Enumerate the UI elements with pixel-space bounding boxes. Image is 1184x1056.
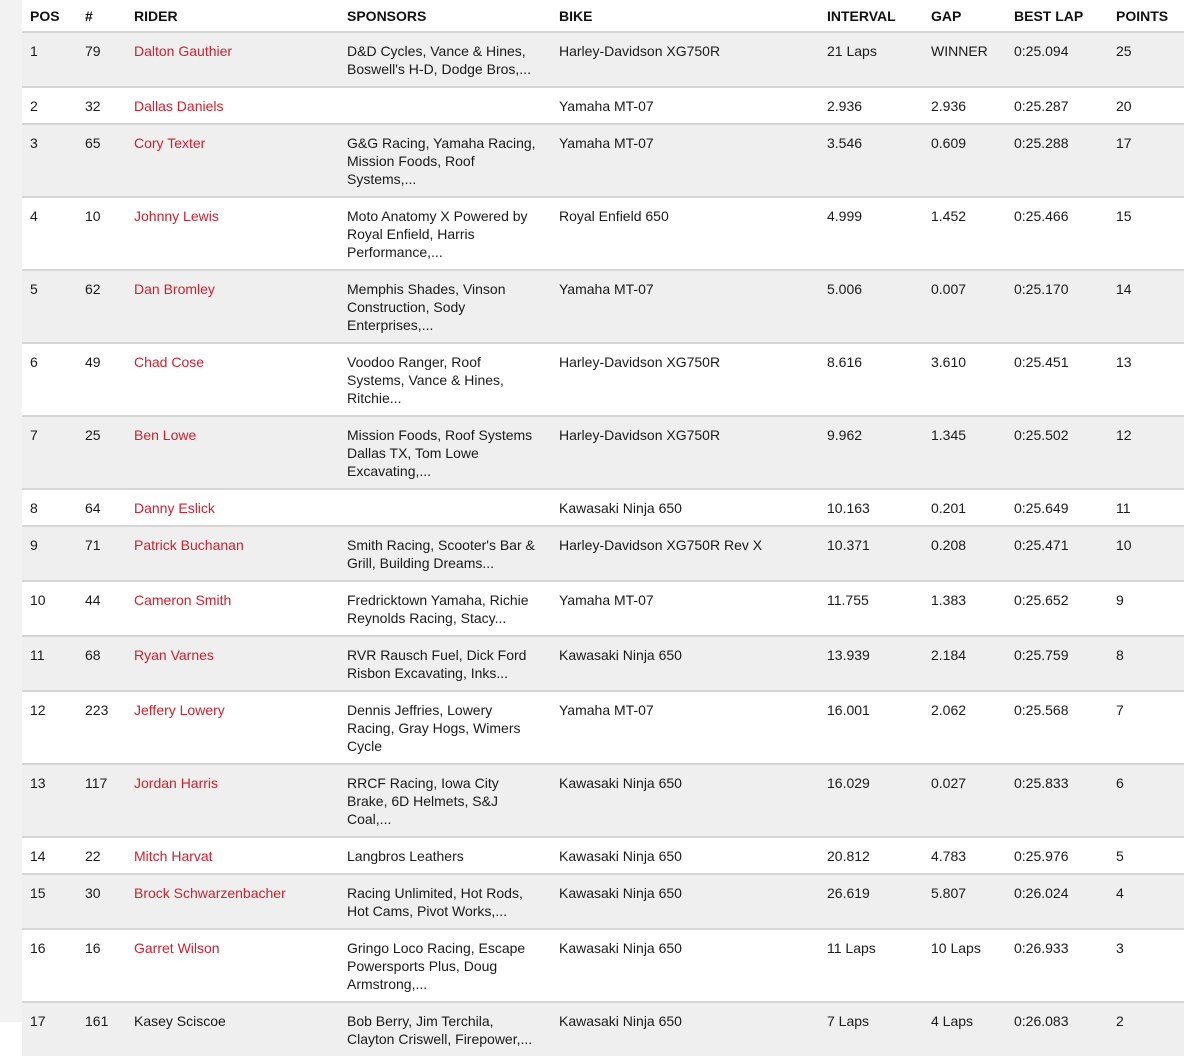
gap-cell: 1.452 — [931, 208, 967, 224]
sponsors-text: Gringo Loco Racing, Escape Powersports Plus, Doug Armstrong,... — [347, 940, 526, 992]
rider-cell — [126, 270, 339, 343]
rider-name: Kasey Sciscoe — [134, 1013, 226, 1029]
bike-cell: Kawasaki Ninja 650 — [559, 848, 682, 864]
sponsors-cell — [339, 32, 551, 87]
points-cell: 20 — [1116, 98, 1132, 114]
table-row — [22, 691, 1184, 764]
best-lap-cell: 0:25.287 — [1014, 98, 1069, 114]
bike-cell: Yamaha MT-07 — [559, 592, 654, 608]
rider-name-link[interactable]: Danny Eslick — [134, 500, 215, 516]
gap-cell: 4.783 — [931, 848, 967, 864]
rider-name-link[interactable]: Ben Lowe — [134, 427, 197, 443]
bike-cell: Kawasaki Ninja 650 — [559, 885, 682, 901]
rider-cell — [126, 1002, 339, 1056]
sponsors-text: Voodoo Ranger, Roof Systems, Vance & Hines, Ritchie... — [347, 354, 504, 406]
gap-cell: WINNER — [931, 43, 988, 59]
points-cell: 25 — [1116, 43, 1132, 59]
best-lap-cell: 0:25.759 — [1014, 647, 1069, 663]
gap-cell: 1.383 — [931, 592, 967, 608]
position-cell: 6 — [30, 354, 38, 370]
interval-cell: 16.029 — [827, 775, 870, 791]
sponsors-cell — [339, 489, 551, 526]
best-lap-cell: 0:26.933 — [1014, 940, 1069, 956]
rider-cell — [126, 343, 339, 416]
interval-cell: 8.616 — [827, 354, 863, 370]
gap-cell: 0.208 — [931, 537, 967, 553]
rider-cell — [126, 581, 339, 636]
position-cell: 17 — [30, 1013, 46, 1029]
col-header-gap[interactable]: GAP — [923, 0, 1006, 32]
bike-cell: Kawasaki Ninja 650 — [559, 940, 682, 956]
gap-cell: 0.609 — [931, 135, 967, 151]
col-header-rider[interactable]: RIDER — [126, 0, 339, 32]
rider-name-link[interactable]: Jordan Harris — [134, 775, 219, 791]
rider-cell — [126, 636, 339, 691]
sponsors-cell — [339, 270, 551, 343]
sponsors-cell — [339, 1002, 551, 1056]
table-row — [22, 87, 1184, 124]
best-lap-cell: 0:25.471 — [1014, 537, 1069, 553]
gap-cell: 0.027 — [931, 775, 967, 791]
gap-cell: 2.936 — [931, 98, 967, 114]
bike-cell: Kawasaki Ninja 650 — [559, 500, 682, 516]
rider-number-cell: 32 — [85, 98, 101, 114]
table-body — [22, 32, 1184, 1056]
best-lap-cell: 0:25.502 — [1014, 427, 1069, 443]
rider-number-cell: 30 — [85, 885, 101, 901]
best-lap-cell: 0:25.833 — [1014, 775, 1069, 791]
position-cell: 2 — [30, 98, 38, 114]
best-lap-cell: 0:26.024 — [1014, 885, 1069, 901]
sponsors-text: Smith Racing, Scooter's Bar & Grill, Building Dreams... — [347, 537, 535, 571]
position-cell: 4 — [30, 208, 38, 224]
bike-cell: Harley-Davidson XG750R Rev X — [559, 537, 763, 553]
bike-cell: Kawasaki Ninja 650 — [559, 775, 682, 791]
position-cell: 14 — [30, 848, 46, 864]
sponsors-cell — [339, 197, 551, 270]
table-row — [22, 1002, 1184, 1056]
sponsors-text: Bob Berry, Jim Terchila, Clayton Criswell, Firepower,... — [347, 1013, 533, 1047]
gap-cell: 1.345 — [931, 427, 967, 443]
interval-cell: 20.812 — [827, 848, 870, 864]
bike-cell: Kawasaki Ninja 650 — [559, 1013, 682, 1029]
rider-cell — [126, 87, 339, 124]
gap-cell: 5.807 — [931, 885, 967, 901]
position-cell: 13 — [30, 775, 46, 791]
sponsors-cell — [339, 343, 551, 416]
bike-cell: Harley-Davidson XG750R — [559, 43, 721, 59]
points-cell: 7 — [1116, 702, 1124, 718]
results-table — [22, 0, 1184, 1056]
sponsors-text: Mission Foods, Roof Systems Dallas TX, Tom Lowe Excavating,... — [347, 427, 533, 479]
col-header-sponsors[interactable]: SPONSORS — [339, 0, 551, 32]
position-cell: 3 — [30, 135, 38, 151]
best-lap-cell: 0:25.652 — [1014, 592, 1069, 608]
table-row — [22, 526, 1184, 581]
points-cell: 8 — [1116, 647, 1124, 663]
rider-name-link[interactable]: Dan Bromley — [134, 281, 215, 297]
points-cell: 3 — [1116, 940, 1124, 956]
interval-cell: 2.936 — [827, 98, 863, 114]
table-header — [22, 0, 1184, 32]
table-row — [22, 636, 1184, 691]
rider-cell — [126, 489, 339, 526]
sponsors-text: Dennis Jeffries, Lowery Racing, Gray Hogs, Wimers Cycle — [347, 702, 521, 754]
bike-cell: Kawasaki Ninja 650 — [559, 647, 682, 663]
gap-cell: 4 Laps — [931, 1013, 974, 1029]
sponsors-cell — [339, 929, 551, 1002]
sponsors-text: G&G Racing, Yamaha Racing, Mission Foods, Roof Systems,... — [347, 135, 536, 187]
position-cell: 12 — [30, 702, 46, 718]
bike-cell: Royal Enfield 650 — [559, 208, 669, 224]
rider-cell — [126, 764, 339, 837]
position-cell: 7 — [30, 427, 38, 443]
best-lap-cell: 0:25.568 — [1014, 702, 1069, 718]
col-header-interval[interactable]: INTERVAL — [819, 0, 923, 32]
rider-number-cell: 161 — [85, 1013, 109, 1029]
gap-cell: 0.007 — [931, 281, 967, 297]
table-row — [22, 489, 1184, 526]
interval-cell: 11 Laps — [827, 940, 876, 956]
position-cell: 8 — [30, 500, 38, 516]
rider-cell — [126, 929, 339, 1002]
position-cell: 15 — [30, 885, 46, 901]
col-header-best-lap[interactable]: BEST LAP — [1006, 0, 1108, 32]
position-cell: 1 — [30, 43, 38, 59]
table-row — [22, 343, 1184, 416]
left-gutter — [0, 0, 22, 1022]
table-row — [22, 32, 1184, 87]
sponsors-cell — [339, 526, 551, 581]
sponsors-text: RRCF Racing, Iowa City Brake, 6D Helmets, S&J Coal,... — [347, 775, 499, 827]
best-lap-cell: 0:25.094 — [1014, 43, 1069, 59]
interval-cell: 5.006 — [827, 281, 863, 297]
points-cell: 15 — [1116, 208, 1132, 224]
rider-number-cell: 16 — [85, 940, 101, 956]
rider-number-cell: 79 — [85, 43, 101, 59]
sponsors-cell — [339, 124, 551, 197]
position-cell: 10 — [30, 592, 46, 608]
best-lap-cell: 0:25.288 — [1014, 135, 1069, 151]
rider-number-cell: 49 — [85, 354, 101, 370]
best-lap-cell: 0:26.083 — [1014, 1013, 1069, 1029]
points-cell: 5 — [1116, 848, 1124, 864]
best-lap-cell: 0:25.170 — [1014, 281, 1069, 297]
table-row — [22, 197, 1184, 270]
rider-cell — [126, 124, 339, 197]
interval-cell: 3.546 — [827, 135, 863, 151]
col-header-points[interactable]: POINTS — [1108, 0, 1184, 32]
rider-number-cell: 117 — [85, 775, 108, 791]
interval-cell: 11.755 — [827, 592, 869, 608]
col-header-number[interactable]: # — [77, 0, 126, 32]
rider-cell — [126, 837, 339, 874]
bike-cell: Yamaha MT-07 — [559, 702, 654, 718]
sponsors-cell — [339, 837, 551, 874]
rider-cell — [126, 197, 339, 270]
rider-number-cell: 64 — [85, 500, 101, 516]
sponsors-cell — [339, 581, 551, 636]
rider-cell — [126, 32, 339, 87]
table-row — [22, 764, 1184, 837]
rider-name-link[interactable]: Dalton Gauthier — [134, 43, 233, 59]
sponsors-cell — [339, 691, 551, 764]
bike-cell: Harley-Davidson XG750R — [559, 427, 721, 443]
points-cell: 13 — [1116, 354, 1132, 370]
interval-cell: 9.962 — [827, 427, 863, 443]
rider-number-cell: 65 — [85, 135, 101, 151]
sponsors-text: Fredricktown Yamaha, Richie Reynolds Racing, Stacy... — [347, 592, 529, 626]
points-cell: 9 — [1116, 592, 1124, 608]
points-cell: 17 — [1116, 135, 1132, 151]
position-cell: 11 — [30, 647, 45, 663]
rider-cell — [126, 874, 339, 929]
points-cell: 12 — [1116, 427, 1132, 443]
rider-name-link[interactable]: Ryan Varnes — [134, 647, 214, 663]
rider-name-link[interactable]: Brock Schwarzenbacher — [134, 885, 286, 901]
table-row — [22, 874, 1184, 929]
bike-cell: Harley-Davidson XG750R — [559, 354, 721, 370]
sponsors-cell — [339, 636, 551, 691]
rider-cell — [126, 526, 339, 581]
points-cell: 6 — [1116, 775, 1124, 791]
interval-cell: 16.001 — [827, 702, 870, 718]
bike-cell: Yamaha MT-07 — [559, 135, 654, 151]
table-row — [22, 416, 1184, 489]
sponsors-cell — [339, 87, 551, 124]
rider-number-cell: 22 — [85, 848, 101, 864]
sponsors-text: D&D Cycles, Vance & Hines, Boswell's H-D, Dodge Bros,... — [347, 43, 531, 77]
col-header-bike[interactable]: BIKE — [551, 0, 819, 32]
position-cell: 16 — [30, 940, 46, 956]
rider-name-link[interactable]: Cory Texter — [134, 135, 206, 151]
points-cell: 4 — [1116, 885, 1124, 901]
table-row — [22, 929, 1184, 1002]
points-cell: 10 — [1116, 537, 1132, 553]
best-lap-cell: 0:25.649 — [1014, 500, 1069, 516]
sponsors-cell — [339, 416, 551, 489]
rider-number-cell: 62 — [85, 281, 101, 297]
best-lap-cell: 0:25.466 — [1014, 208, 1069, 224]
gap-cell: 10 Laps — [931, 940, 981, 956]
sponsors-text: Racing Unlimited, Hot Rods, Hot Cams, Pivot Works,... — [347, 885, 523, 919]
rider-name-link[interactable]: Jeffery Lowery — [134, 702, 225, 718]
sponsors-text: Memphis Shades, Vinson Construction, Sody Enterprises,... — [347, 281, 506, 333]
position-cell: 5 — [30, 281, 38, 297]
sponsors-cell — [339, 874, 551, 929]
interval-cell: 4.999 — [827, 208, 863, 224]
sponsors-text: RVR Rausch Fuel, Dick Ford Risbon Excavating, Inks... — [347, 647, 527, 681]
rider-number-cell: 25 — [85, 427, 101, 443]
gap-cell: 2.062 — [931, 702, 967, 718]
sponsors-text: Langbros Leathers — [347, 848, 464, 864]
interval-cell: 10.371 — [827, 537, 870, 553]
rider-number-cell: 223 — [85, 702, 109, 718]
rider-name-link[interactable]: Dallas Daniels — [134, 98, 224, 114]
rider-name-link[interactable]: Mitch Harvat — [134, 848, 213, 864]
rider-cell — [126, 416, 339, 489]
rider-number-cell: 10 — [85, 208, 101, 224]
interval-cell: 10.163 — [827, 500, 870, 516]
interval-cell: 13.939 — [827, 647, 870, 663]
table-row — [22, 124, 1184, 197]
gap-cell: 0.201 — [931, 500, 967, 516]
rider-cell — [126, 691, 339, 764]
rider-name-link[interactable]: Chad Cose — [134, 354, 205, 370]
rider-name-link[interactable]: Cameron Smith — [134, 592, 232, 608]
interval-cell: 7 Laps — [827, 1013, 870, 1029]
table-row — [22, 581, 1184, 636]
sponsors-text: Moto Anatomy X Powered by Royal Enfield, Harris Performance,... — [347, 208, 528, 260]
bike-cell: Yamaha MT-07 — [559, 281, 654, 297]
position-cell: 9 — [30, 537, 38, 553]
table-row — [22, 270, 1184, 343]
gap-cell: 3.610 — [931, 354, 967, 370]
rider-number-cell: 71 — [85, 537, 101, 553]
rider-number-cell: 68 — [85, 647, 101, 663]
gap-cell: 2.184 — [931, 647, 967, 663]
sponsors-cell — [339, 764, 551, 837]
interval-cell: 26.619 — [827, 885, 870, 901]
col-header-pos[interactable]: POS — [22, 0, 77, 32]
interval-cell: 21 Laps — [827, 43, 877, 59]
rider-number-cell: 44 — [85, 592, 101, 608]
bike-cell: Yamaha MT-07 — [559, 98, 654, 114]
points-cell: 14 — [1116, 281, 1132, 297]
rider-name-link[interactable]: Patrick Buchanan — [134, 537, 244, 553]
points-cell: 2 — [1116, 1013, 1124, 1029]
rider-name-link[interactable]: Garret Wilson — [134, 940, 220, 956]
best-lap-cell: 0:25.451 — [1014, 354, 1069, 370]
points-cell: 11 — [1116, 500, 1131, 516]
rider-name-link[interactable]: Johnny Lewis — [134, 208, 219, 224]
table-row — [22, 837, 1184, 874]
best-lap-cell: 0:25.976 — [1014, 848, 1069, 864]
